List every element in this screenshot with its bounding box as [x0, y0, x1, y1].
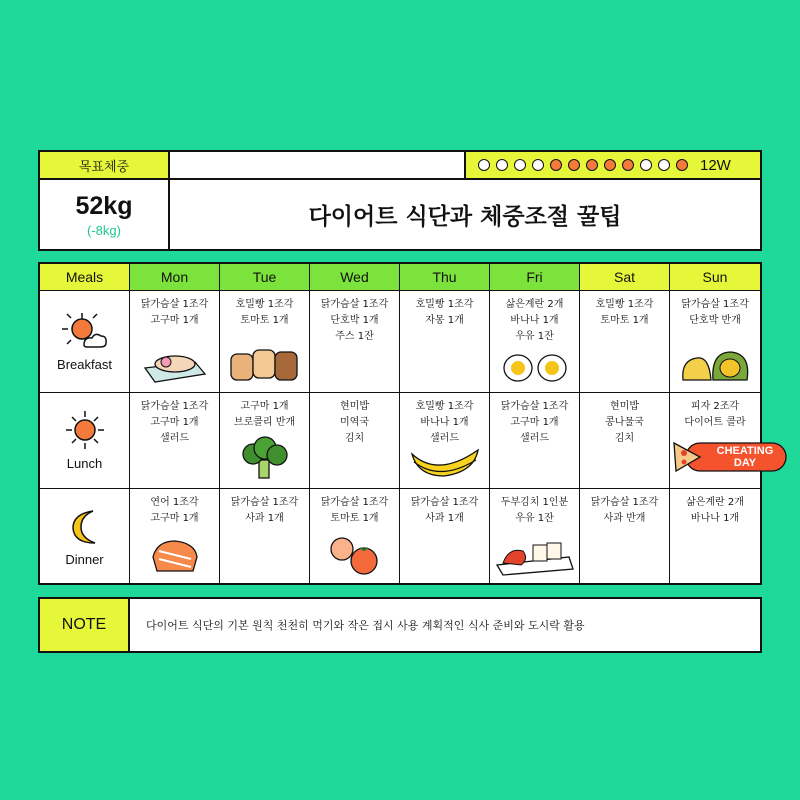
broccoli-icon — [239, 436, 291, 480]
meal-name: Breakfast — [57, 357, 112, 372]
moon-icon — [69, 508, 101, 546]
food-text: 피자 2조각 다이어트 콜라 — [684, 401, 746, 428]
sun-icon — [65, 410, 105, 450]
progress-dot — [640, 159, 652, 171]
day-header-wed: Wed — [310, 264, 400, 291]
food-text: 닭가슴살 1조각 토마토 1개 — [320, 497, 389, 524]
food-text: 닭가슴살 1조각 단호박 1개 주스 1잔 — [320, 299, 389, 342]
banana-icon — [408, 444, 482, 480]
week-progress — [466, 152, 760, 180]
goal-weight-label: 목표체중 — [40, 152, 170, 180]
meal-label-breakfast — [40, 291, 130, 393]
progress-dot — [478, 159, 490, 171]
food-text: 닭가슴살 1조각 사과 반개 — [590, 497, 659, 524]
food-text: 닭가슴살 1조각 고구마 1개 — [140, 299, 209, 326]
food-text: 호밀빵 1조각 토마토 1개 — [235, 299, 294, 326]
food-text: 현미밥 콩나물국 김치 — [605, 401, 644, 444]
progress-dot — [658, 159, 670, 171]
meal-cell-dinner-sat — [580, 489, 670, 585]
tofu-kimchi-icon — [495, 539, 575, 577]
weight-difference: (-8kg) — [87, 222, 121, 238]
day-header-thu: Thu — [400, 264, 490, 291]
food-text: 호밀빵 1조각 바나나 1개 샐러드 — [415, 401, 474, 444]
note-text: 다이어트 식단의 기본 원칙 천천히 먹기와 작은 접시 사용 계획적인 식사 준비와 도시락 활용 — [146, 619, 585, 632]
goal-blank-cell — [170, 152, 466, 180]
meal-cell-lunch-thu — [400, 393, 490, 489]
bread-icon — [229, 346, 301, 384]
sun-cloud-icon — [62, 311, 108, 351]
food-text: 닭가슴살 1조각 단호박 반개 — [681, 299, 749, 326]
meal-cell-breakfast-fri — [490, 291, 580, 393]
weight-panel — [40, 180, 170, 249]
meal-cell-lunch-fri — [490, 393, 580, 489]
progress-dot — [622, 159, 634, 171]
progress-dot — [532, 159, 544, 171]
target-weight: 52kg — [75, 191, 133, 220]
food-text: 닭가슴살 1조각 고구마 1개 샐러드 — [140, 401, 209, 444]
day-header-fri: Fri — [490, 264, 580, 291]
food-text: 삶은계란 2개 바나나 1개 — [686, 497, 744, 524]
meal-name: Dinner — [65, 551, 104, 567]
meal-label-dinner — [40, 489, 130, 585]
meal-cell-lunch-tue — [220, 393, 310, 489]
meal-label-lunch — [40, 393, 130, 489]
pumpkin-icon — [679, 346, 751, 384]
meal-cell-lunch-wed — [310, 393, 400, 489]
food-text: 호밀빵 1조각 자몽 1개 — [415, 299, 474, 326]
progress-dot — [676, 159, 688, 171]
meal-cell-dinner-tue — [220, 489, 310, 585]
food-text: 닭가슴살 1조각 고구마 1개 샐러드 — [500, 401, 569, 444]
meal-cell-breakfast-sun — [670, 291, 760, 393]
progress-dot — [496, 159, 508, 171]
meal-cell-breakfast-sat — [580, 291, 670, 393]
food-text: 닭가슴살 1조각 사과 1개 — [410, 497, 479, 524]
meal-cell-lunch-mon — [130, 393, 220, 489]
day-header-tue: Tue — [220, 264, 310, 291]
meal-table — [38, 262, 762, 585]
cheating-day-badge — [672, 437, 788, 477]
food-text: 닭가슴살 1조각 사과 1개 — [230, 497, 299, 524]
tomato-icon — [328, 531, 382, 577]
day-header-sat: Sat — [580, 264, 670, 291]
food-text: 연어 1조각 고구마 1개 — [150, 497, 199, 524]
progress-dot — [586, 159, 598, 171]
progress-dot — [550, 159, 562, 171]
meal-cell-dinner-wed — [310, 489, 400, 585]
boiled-egg-icon — [502, 352, 568, 384]
salmon-icon — [149, 537, 201, 577]
food-text: 고구마 1개 브로콜리 반개 — [233, 401, 296, 428]
meal-cell-dinner-sun — [670, 489, 760, 585]
food-text: 두부김치 1인분 우유 1잔 — [500, 497, 569, 524]
note-label: NOTE — [40, 599, 130, 651]
meal-cell-breakfast-thu — [400, 291, 490, 393]
progress-dot — [568, 159, 580, 171]
meal-cell-lunch-sat — [580, 393, 670, 489]
meal-cell-dinner-mon — [130, 489, 220, 585]
meal-cell-dinner-fri — [490, 489, 580, 585]
meal-cell-breakfast-wed — [310, 291, 400, 393]
meal-name: Lunch — [66, 456, 103, 471]
progress-dot — [604, 159, 616, 171]
meal-cell-breakfast-tue — [220, 291, 310, 393]
food-text: 호밀빵 1조각 토마토 1개 — [595, 299, 654, 326]
note-panel — [38, 597, 762, 653]
food-text: 현미밥 미역국 김치 — [340, 401, 369, 444]
meal-cell-breakfast-mon — [130, 291, 220, 393]
progress-dot — [514, 159, 526, 171]
meals-header: Meals — [40, 264, 130, 291]
day-header-sun: Sun — [670, 264, 760, 291]
header-panel — [38, 150, 762, 251]
page-title: 다이어트 식단과 체중조절 꿀팁 — [308, 204, 622, 230]
day-header-mon: Mon — [130, 264, 220, 291]
chicken-plate-icon — [141, 344, 209, 384]
meal-cell-dinner-thu — [400, 489, 490, 585]
cheating-day-text: CHEATING DAY — [716, 445, 774, 469]
food-text: 삶은계란 2개 바나나 1개 우유 1잔 — [505, 299, 564, 342]
week-label: 12W — [700, 156, 731, 174]
